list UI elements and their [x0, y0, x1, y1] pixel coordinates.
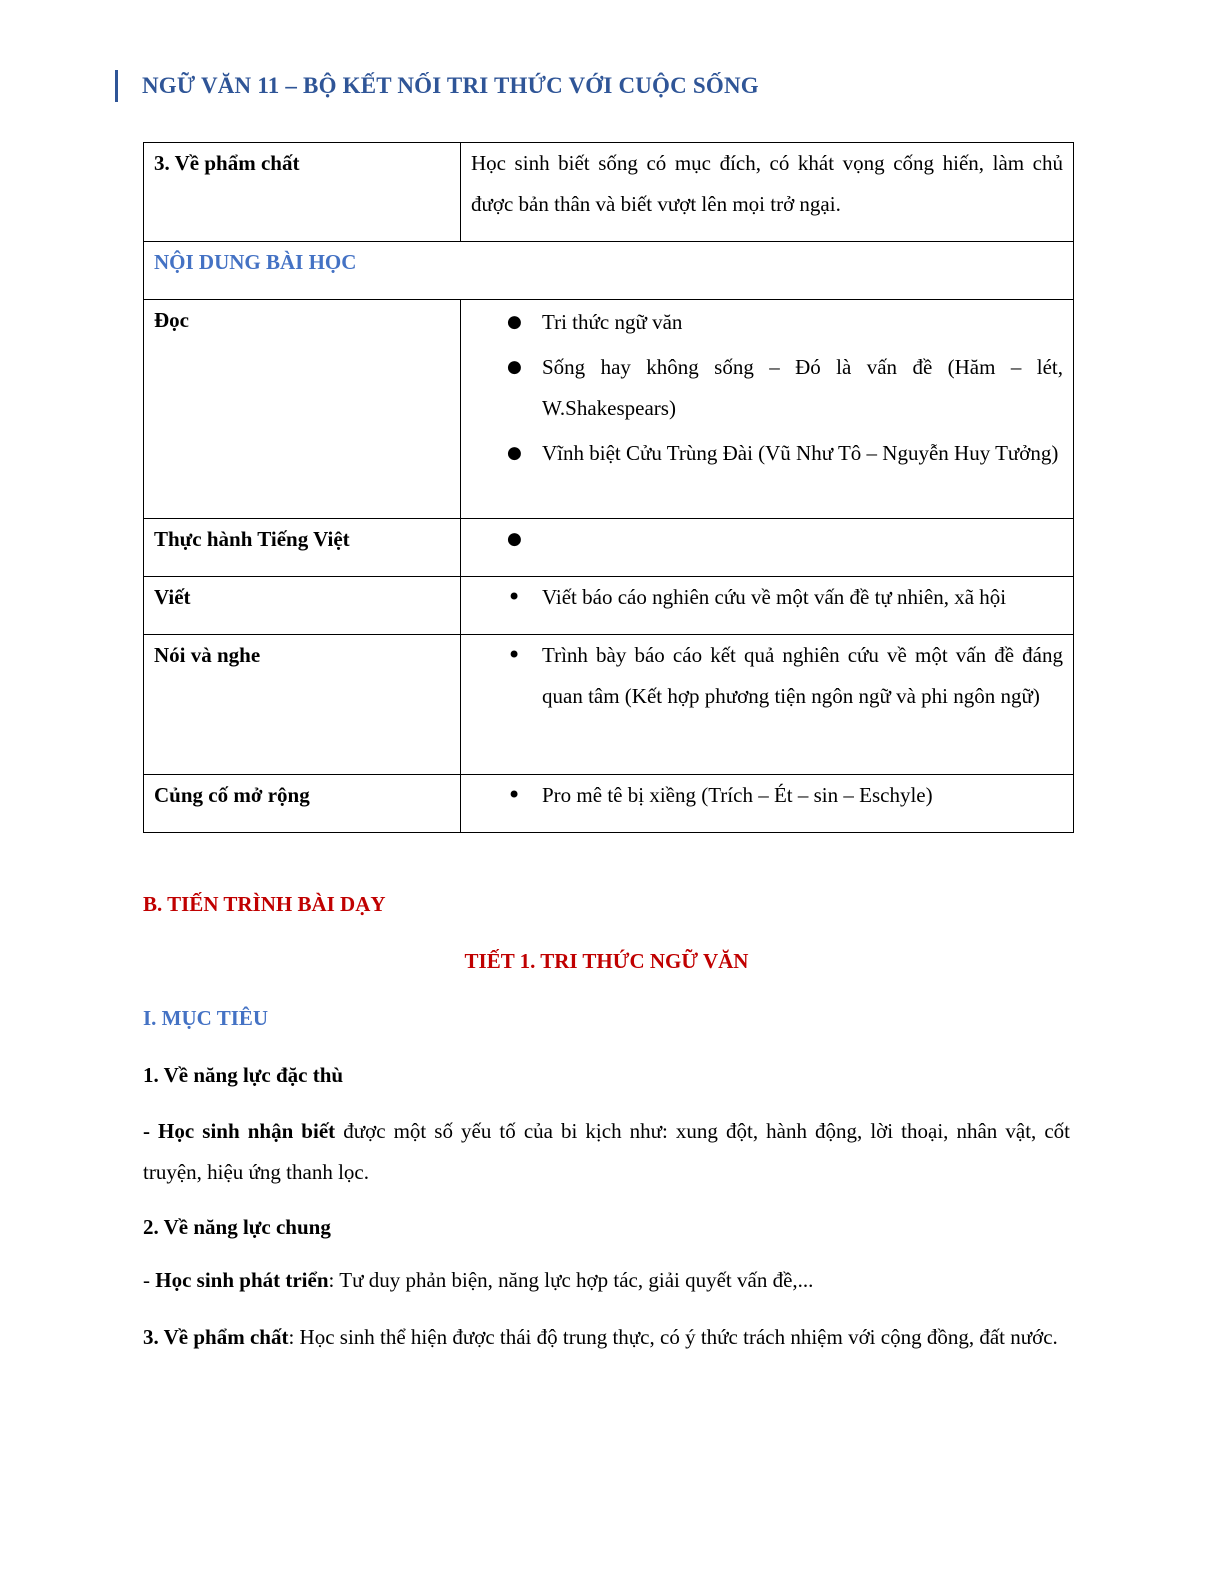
header-accent-bar [115, 70, 118, 102]
row-content [461, 577, 1074, 635]
section-title: NỘI DUNG BÀI HỌC [144, 242, 1074, 300]
lesson-body [143, 880, 1070, 1358]
sub2-paragraph [143, 1260, 1070, 1301]
list-item: • Viết báo cáo nghiên cứu về một vấn đề tự nhiên, xã hội [542, 577, 1063, 618]
objective-heading: I. MỤC TIÊU [143, 1006, 269, 1030]
sub1-paragraph [143, 1111, 1070, 1193]
table-row [144, 577, 1074, 635]
list-item: • Trình bày báo cáo kết quả nghiên cứu về một vấn đề đáng quan tâm (Kết hợp phương tiện ngôn ngữ và phi ngôn ngữ) [542, 635, 1063, 717]
row-content [461, 635, 1074, 775]
row-content [461, 300, 1074, 519]
row-content: Học sinh biết sống có mục đích, có khát vọng cống hiến, làm chủ được bản thân và biết vượt lên mọi trở ngại. [461, 143, 1074, 242]
section-b-heading: B. TIẾN TRÌNH BÀI DẠY [143, 892, 386, 916]
page-header [115, 70, 759, 102]
sub2-prefix: - [143, 1268, 156, 1292]
row-content [461, 519, 1074, 577]
sub1-text: được một số yếu tố của bi kịch như: xung đột, hành động, lời thoại, nhân vật, cốt truyện, hiệu ứng thanh lọc. [143, 1119, 1070, 1184]
row-label: Thực hành Tiếng Việt [144, 519, 461, 577]
row-content [461, 775, 1074, 833]
lesson-content-table [143, 142, 1074, 833]
table-row [144, 635, 1074, 775]
header-title: NGỮ VĂN 11 – BỘ KẾT NỐI TRI THỨC VỚI CUỘC SỐNG [142, 73, 759, 98]
lesson-title: TIẾT 1. TRI THỨC NGỮ VĂN [464, 949, 749, 973]
sub1-heading: 1. Về năng lực đặc thù [143, 1063, 344, 1087]
sub2-text: : Tư duy phản biện, năng lực hợp tác, giải quyết vấn đề,... [328, 1268, 814, 1292]
sub3-bold: 3. Về phẩm chất [143, 1325, 289, 1349]
sub3-text: : Học sinh thể hiện được thái độ trung thực, có ý thức trách nhiệm với cộng đồng, đất nước. [288, 1325, 1058, 1349]
sub2-bold: Học sinh phát triển [155, 1268, 329, 1292]
row-label: Đọc [144, 300, 461, 519]
row-label: Nói và nghe [144, 635, 461, 775]
table-row [144, 519, 1074, 577]
sub1-bold: - Học sinh nhận biết [143, 1119, 336, 1143]
table-row [144, 143, 1074, 242]
list-item: ● Tri thức ngữ văn [542, 302, 1063, 343]
list-item: ● Sống hay không sống – Đó là vấn đề (Hăm – lét, W.Shakespears) [542, 347, 1063, 429]
table-row [144, 300, 1074, 519]
sub3-paragraph [143, 1317, 1070, 1358]
row-label: 3. Về phẩm chất [144, 143, 461, 242]
row-label: Củng cố mở rộng [144, 775, 461, 833]
sub2-heading: 2. Về năng lực chung [143, 1215, 331, 1239]
list-item: • Pro mê tê bị xiềng (Trích – Ét – sin – Eschyle) [542, 775, 1063, 816]
table-row [144, 242, 1074, 300]
list-item: ● Vĩnh biệt Cửu Trùng Đài (Vũ Như Tô – Nguyễn Huy Tưởng) [542, 433, 1063, 474]
table-row [144, 775, 1074, 833]
row-label: Viết [144, 577, 461, 635]
